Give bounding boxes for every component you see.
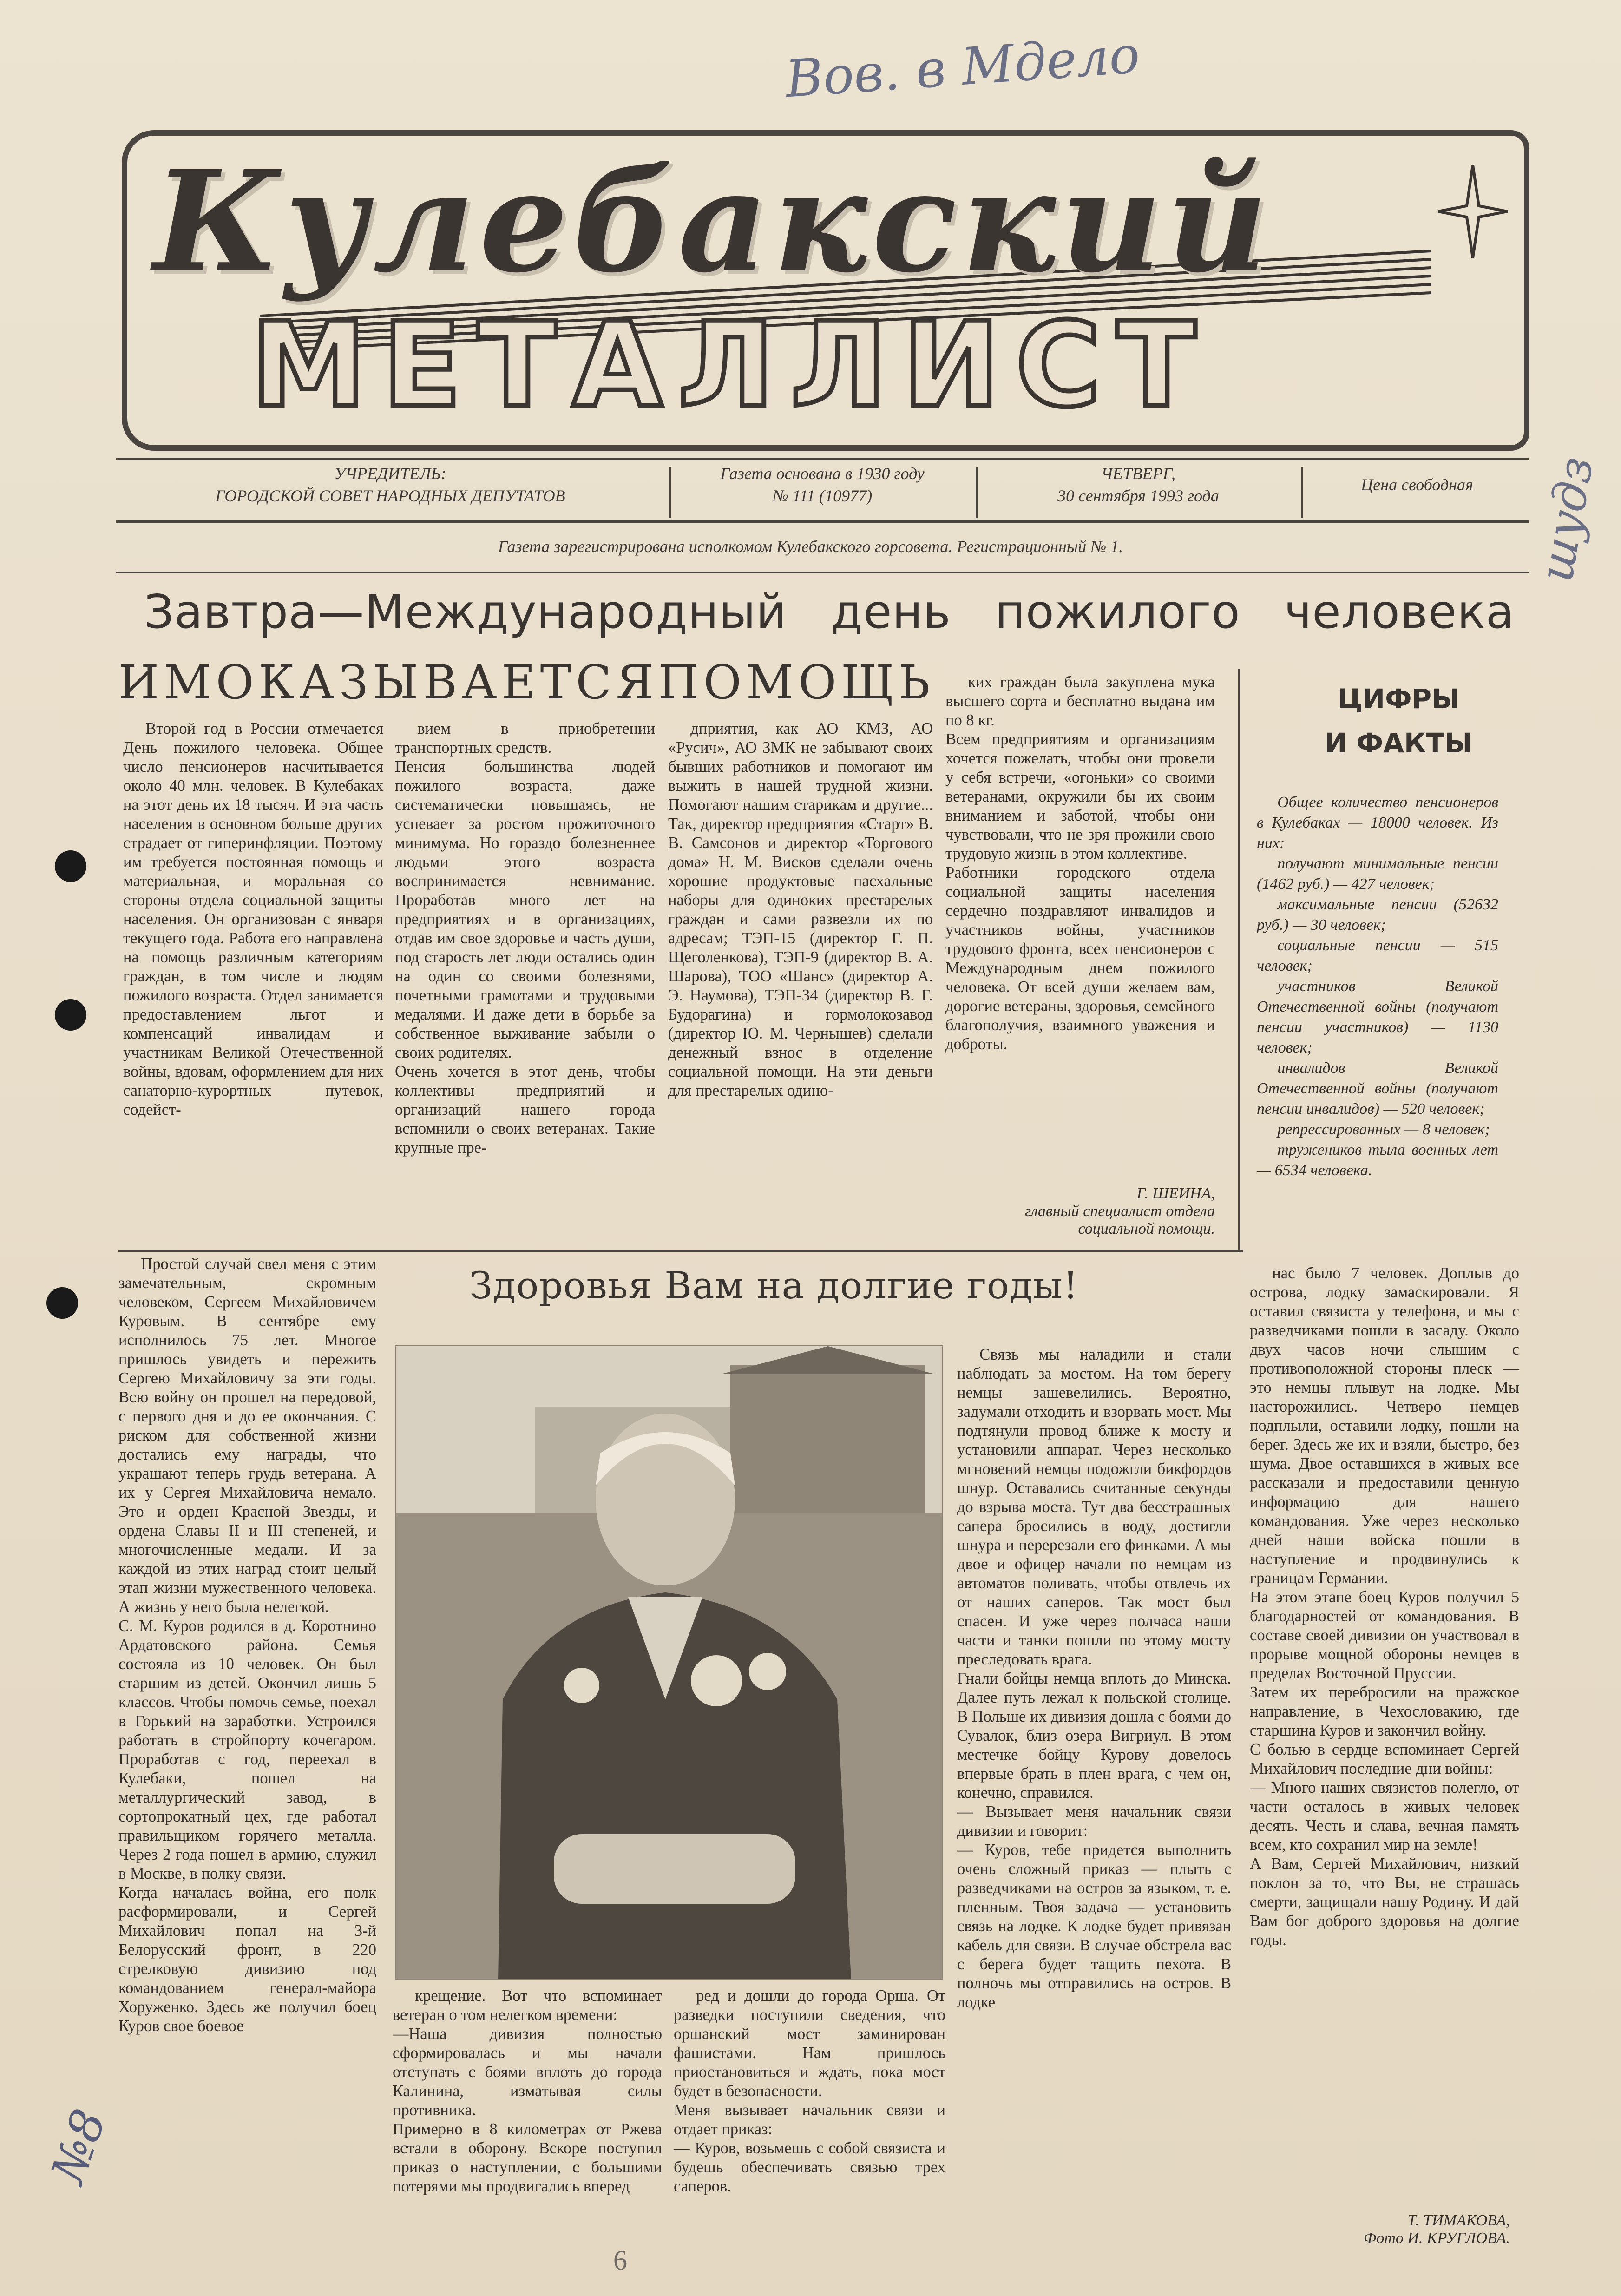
headline-word: пожилого [995, 585, 1240, 639]
founder-name: ГОРОДСКОЙ СОВЕТ НАРОДНЫХ ДЕПУТАТОВ [215, 487, 565, 505]
title-word: ИМ [118, 655, 216, 710]
weekday: ЧЕТВЕРГ, [1101, 464, 1175, 483]
facts-list [1257, 792, 1498, 1181]
article-column: вием в приобретении транспортных средств. Пенсия большинства людей пожилого возраста, даже систематически повышаясь, не успевает за ростом прожиточного минимума. Но гораздо болезненнее людьми этого возраста воспринимается невнимание. Проработав много лет на предприятиях и в организациях, отдав им свое здоровье и часть души, под старость лет люди остались один на один со своими болезнями, почетными грамотами и трудовыми медалями. И даже дети в борьбе за собственное выживание забыли о своих родителях. Очень хочется в этот день, чтобы коллективы предприятий и организаций нашего города вспомнили о своих ветеранах. Такие крупные пре- [395, 720, 655, 1157]
info-founder [116, 462, 664, 530]
star-icon [1438, 165, 1508, 258]
facts-title: И ФАКТЫ [1324, 727, 1473, 759]
fact-item: инвалидов Великой Отечественной войны (получают пенсии инвалидов) — 520 человек; [1257, 1059, 1498, 1118]
masthead-block-title: МЕТАЛЛИСТ [251, 297, 1212, 433]
info-issue [674, 462, 971, 530]
author-role: главный специалист отдела социальной помощи. [1024, 1203, 1215, 1237]
article-column: Связь мы наладили и стали наблюдать за мостом. На том берегу немцы зашевелились. Вероятно, задумали отходить и взорвать мост. Мы подтянули провод ближе к мосту и установили аппарат. Через несколько мгновений немцы подожгли бикфордов шнур. Оставались считанные секунды до взрыва моста. Тут два бесстрашных сапера бросились в воду, достигли шнура и перерезали его финками. А мы двое и офицер начали по немцам из автоматов поливать, чтобы отвлечь их от наших саперов. Так мост был спасен. И уже через полчаса наши части и танки пошли по этому мосту преследовать врага. Гнали бойцы немца вплоть до Минска. Далее путь лежал к польской столице. В Польше их дивизия дошла с боями до Сувалок, близ озера Вигриул. В этом местечке бойцу Курову довелось впервые брать в плен врага, с чем он, конечно, справился. — Вызывает меня начальник связи дивизии и говорит: — Куров, тебе придется выполнить очень сложный приказ — плыть с разведчиками на остров за языком, т. е. пленным. Твоя задача — установить связь на лодке. К лодке будет привязан кабель для связи. В случае обстрела вас с берега будет тащить пехота. В полночь мы отправились на остров. В лодке [957, 1346, 1231, 2011]
rule [116, 520, 1529, 523]
article-column: ких граждан была закуплена мука высшего сорта и бесплатно выдана им по 8 кг. Всем предприятиям и организациям хочется пожелать, чтобы они провели у себя встречи, «огоньки» со своими ветеранами, окружили бы их своим вниманием и заботой, чтобы они чувствовали, что не зря прожили свою трудовую жизнь в этом коллективе. Работники городского отдела социальной защиты населения сердечно поздравляют инвалидов и участников войны, участников трудового фронта, всех пенсионеров с Международным днем пожилого человека. От всей души желаем вам, дорогие ветераны, здоровья, семейного благополучия, взаимного уважения и доброты. [945, 673, 1215, 1053]
masthead-script-title: Кулебакский [153, 139, 1273, 303]
column-divider [1238, 669, 1240, 1252]
veteran-photo-image [396, 1346, 943, 1980]
info-price [1306, 462, 1529, 530]
article-column: ред и дошли до города Орша. От разведки поступили сведения, что оршанский мост заминирован фашистами. Нам пришлось приостановиться и ждать, пока мост будет в безопасности. Меня вызывает начальник связи и отдает приказ: — Куров, возьмешь с собой связиста и будешь обеспечивать связью трех саперов. [674, 1987, 945, 2195]
fact-item: тружеников тыла военных лет — 6534 человека. [1257, 1141, 1498, 1179]
rule [116, 572, 1529, 573]
author-signature [945, 1185, 1215, 1238]
fact-item: Общее количество пенсионеров в Кулебаках — 18000 человек. Из них: [1257, 794, 1498, 852]
author-name: Г. ШЕИНА, [1136, 1185, 1215, 1202]
rule [118, 1250, 1243, 1252]
divider [1301, 467, 1303, 518]
divider [669, 467, 671, 518]
founder-label: УЧРЕДИТЕЛЬ: [334, 464, 446, 483]
fact-item: участников Великой Отечественной войны (получают пенсии участников) — 1130 человек; [1257, 978, 1498, 1056]
title-word: ПОМОЩЬ [658, 655, 935, 710]
author-name: Т. ТИМАКОВА, [1407, 2212, 1510, 2229]
info-date [980, 462, 1296, 530]
price: Цена свободная [1361, 475, 1473, 494]
facts-title: ЦИФРЫ [1337, 683, 1460, 715]
article-title [118, 655, 935, 710]
fact-item: социальные пенсии — 515 человек; [1257, 937, 1498, 974]
veteran-photo [395, 1345, 943, 1980]
founded-year: Газета основана в 1930 году [720, 464, 925, 483]
article-column: нас было 7 человек. Доплыв до острова, лодку замаскировали. Я оставил связиста у телефона, и мы с разведчиками пошли в засаду. Около двух часов ночи слышим с противоположной стороны плеск — это немцы плывут на лодке. Мы насторожились. Четверо немцев подплыли, оставили лодку, пошли на берег. Здесь же их и взяли, быстро, без шума. Двое оставшихся в живых все рассказали и предоставили ценную информацию для нашего командования. Уже через несколько дней наши войска пошли в наступление и продвинулись к границам Германии. На этом этапе боец Куров получил 5 благодарностей от командования. В составе своей дивизии он участвовал в прорыве мощной обороны немцев в пределах Восточной Пруссии. Затем их перебросили на пражское направление, в Чехословакию, где старшина Куров и закончил войну. С болью в сердце вспоминает Сергей Михайлович последние дни войны: — Много наших связистов полегло, от части осталось в живых человек десять. Честь и слава, вечная память всем, кто сохранил мир на земле! А Вам, Сергей Михайлович, низкий поклон за то, что Вы, не страшась смерти, защищали нашу Родину. И дай Вам бог доброго здоровья на долгие годы. [1250, 1264, 1519, 1949]
punch-hole [55, 999, 86, 1031]
article-column: дприятия, как АО КМЗ, АО «Русич», АО ЗМК не забывают своих бывших работников и помогают им выжить в нашей трудной жизни. Помогают нашим старикам и другие... Так, директор предприятия «Старт» В. В. Самсонов и директор «Торгового дома» Н. М. Висков сделали очень хорошие продуктовые пасхальные наборы для одиноких престарелых граждан и сами развезли их по адресам; ТЭП-15 (директор Г. П. Щеголенкова), ТЭП-9 (директор В. А. Шарова), ТОО «Шанс» (директор А. Э. Наумова), ТЭП-34 (директор В. Г. Будорагина) и гормолокозавод (директор Ю. М. Чернышев) сделали денежный взнос в отделение социальной помощи. На эти деньги для престарелых одино- [668, 720, 933, 1099]
fact-item: репрессированных — 8 человек; [1277, 1121, 1490, 1138]
headline-word: Завтра—Международный [144, 585, 787, 639]
handwritten-note-side: шудз [1529, 452, 1604, 586]
corner-stamp: №8 [40, 2102, 117, 2190]
article-column: Простой случай свел меня с этим замечательным, скромным человеком, Сергеем Михайловичем Куровым. В сентябре ему исполнилось 75 лет. Многое пришлось увидеть и пережить Сергею Михайловичу за эти годы. Всю войну он прошел на передовой, с первого дня и до ее окончания. С риском для собственной жизни достались ему награды, что украшают теперь грудь ветерана. А их у Сергея Михайловича немало. Это и орден Красной Звезды, и ордена Славы II и III степеней, и многочисленные медали. И за каждой из этих наград стоит целый этап жизни мужественного человека. А жизнь у него была нелегкой. С. М. Куров родился в д. Коротнино Ардатовского района. Семья состояла из 10 человек. Он был старшим из детей. Окончил лишь 5 классов. Чтобы помочь семье, поехал в Горький на заработки. Устроился работать в стройпорту кочегаром. Проработав с год, переехал в Кулебаки, пошел на металлургический завод, в сортопрокатный цех, где работал правильщиком горячего металла. Через 2 года пошел в армию, служил в Москве, в полку связи. Когда началась война, его полк расформировали, и Сергей Михайлович попал на 3-й Белорусский фронт, в 220 стрелковую дивизию под командованием генерал-майора Хоруженко. Здесь же получил боец Куров свое боевое [118, 1255, 376, 2035]
registration-line: Газета зарегистрирована исполкомом Кулебакского горсовета. Регистрационный № 1. [498, 537, 1123, 556]
punch-hole [46, 1287, 78, 1319]
headline-word: день [830, 585, 951, 639]
main-headline [144, 585, 1515, 639]
issue-date: 30 сентября 1993 года [1057, 487, 1219, 505]
fact-item: получают минимальные пенсии (1462 руб.) — 427 человек; [1257, 855, 1498, 893]
issue-number: № 111 (10977) [772, 487, 873, 505]
title-word: ОКАЗЫВАЕТСЯ [216, 655, 658, 710]
punch-hole [55, 850, 86, 882]
article-column: Второй год в России отмечается День пожилого человека. Общее число пенсионеров насчитывается около 40 млн. человек. В Кулебаках на этот день их 18 тысяч. И эта часть населения в основном больше других страдает от гиперинфляции. Поэтому им требуется постоянная помощь и материальная, и моральная со стороны отдела социальной защиты населения. Он организован с января текущего года. Работа его направлена на помощь различным категориям граждан, в том числе и людям пожилого возраста. Отдел занимается предоставлением льгот и компенсаций инвалидам и участникам Великой Отечественной войны, вдовам, оформлением для них санаторно-курортных путевок, содейст- [123, 720, 383, 1118]
handwritten-note-top: Вов. в Мдело [783, 25, 1142, 109]
article2-signature [1250, 2212, 1510, 2247]
rule [116, 458, 1529, 460]
divider [976, 467, 978, 518]
page-number: 6 [613, 2245, 627, 2276]
article-column: крещение. Вот что вспоминает ветеран о том нелегком времени: —Наша дивизия полностью сформировалась и мы начали отступать с боями вплоть до города Калинина, изматывая силы противника. Примерно в 8 километрах от Ржева встали в оборону. Вскоре поступил приказ о наступлении, с большими потерями мы продвигались вперед [393, 1987, 662, 2195]
fact-item: максимальные пенсии (52632 руб.) — 30 человек; [1257, 896, 1498, 934]
headline-word: человека [1284, 585, 1515, 639]
article-title: Здоровья Вам на долгие годы! [469, 1264, 1079, 1307]
photo-credit: Фото И. КРУГЛОВА. [1364, 2230, 1510, 2247]
